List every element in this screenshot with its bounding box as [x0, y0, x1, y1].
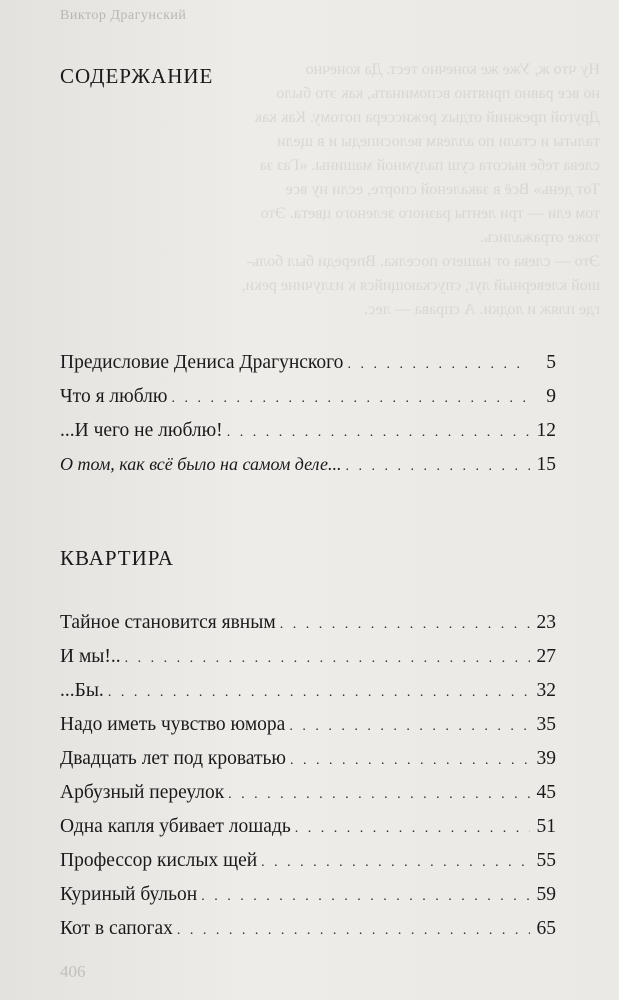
- ghost-line: шой клеверный луг, спускающийся к излучине реки,: [241, 277, 600, 294]
- ghost-line: Это — слева от нашего поселка. Впереди был боль-: [246, 253, 600, 270]
- dot-leader: [295, 821, 530, 837]
- ghost-line: Ну что ж, Уже же конечно тест. Да конечно: [305, 61, 600, 78]
- dot-leader: [125, 651, 530, 667]
- dot-leader: [201, 889, 530, 905]
- toc-entry-title: Куриный бульон: [60, 884, 198, 905]
- toc-entry-title: Кот в сапогах: [60, 918, 173, 939]
- toc-entry-page: 55: [536, 850, 556, 871]
- dot-leader: [261, 855, 530, 871]
- section-title-apartment: КВАРТИРА: [60, 546, 174, 570]
- dot-leader: [171, 391, 530, 407]
- toc-entry[interactable]: [60, 612, 556, 646]
- toc-entry-title: ...И чего не люблю!: [60, 420, 223, 441]
- bleed-through-text: [100, 58, 600, 322]
- toc-entry-page: 27: [536, 646, 556, 667]
- toc-entry-title: Арбузный переулок: [60, 782, 225, 803]
- toc-entry-page: 35: [536, 714, 556, 735]
- toc-entry-page: 39: [536, 748, 556, 769]
- toc-entry-page: 65: [536, 918, 556, 939]
- toc-entry-title: Профессор кислых щей: [60, 850, 258, 871]
- toc-list-contents: [60, 352, 556, 488]
- ghost-line: том ели — три ленты разного зеленого цвета. Это: [260, 205, 600, 222]
- section-title-contents: СОДЕРЖАНИЕ: [60, 64, 214, 88]
- dot-leader: [227, 425, 530, 441]
- toc-entry[interactable]: [60, 454, 556, 488]
- dot-leader: [347, 357, 530, 373]
- toc-entry-page: 23: [536, 612, 556, 633]
- toc-list-apartment: [60, 612, 556, 952]
- toc-entry-page: 32: [536, 680, 556, 701]
- toc-entry[interactable]: [60, 680, 556, 714]
- dot-leader: [280, 617, 530, 633]
- toc-entry[interactable]: [60, 748, 556, 782]
- toc-entry-page: 9: [546, 386, 556, 407]
- toc-entry-title: И мы!..: [60, 646, 121, 667]
- toc-entry[interactable]: [60, 782, 556, 816]
- toc-entry-title: Двадцать лет под кроватью: [60, 748, 286, 769]
- toc-entry-page: 51: [536, 816, 556, 837]
- dot-leader: [345, 459, 530, 475]
- toc-entry[interactable]: [60, 884, 556, 918]
- toc-entry[interactable]: [60, 850, 556, 884]
- ghost-line: Тот день» Всё в закаленой спорте, если ну все: [285, 181, 600, 198]
- running-head: Виктор Драгунский: [60, 8, 187, 23]
- toc-entry-title: ...Бы.: [60, 680, 104, 701]
- dot-leader: [177, 923, 530, 939]
- toc-entry-page: 59: [536, 884, 556, 905]
- toc-entry-page: 45: [536, 782, 556, 803]
- ghost-line: но все равно приятно вспоминать, как это было: [276, 85, 600, 102]
- toc-entry-title: Предисловие Дениса Драгунского: [60, 352, 344, 373]
- toc-entry-title: Тайное становится явным: [60, 612, 276, 633]
- ghost-line: Другой прежний отдых режиссера потому. Как как: [254, 109, 600, 126]
- dot-leader: [108, 685, 530, 701]
- toc-entry-page: 12: [536, 420, 556, 441]
- toc-entry-title: Одна капля убивает лошадь: [60, 816, 291, 837]
- dot-leader: [290, 753, 530, 769]
- toc-entry-page: 5: [546, 352, 556, 373]
- toc-entry-title: О том, как всё было на самом деле...: [60, 454, 342, 474]
- toc-entry[interactable]: [60, 918, 556, 952]
- ghost-line: где пляж и лодки. А справа — лес.: [364, 301, 600, 318]
- page-number: 406: [60, 962, 86, 981]
- ghost-line: слева тебе высота суш палумной машины. «Газ за: [259, 157, 600, 174]
- toc-entry-title: Что я люблю: [60, 386, 168, 407]
- toc-entry[interactable]: [60, 386, 556, 420]
- ghost-line: тоже отражались.: [480, 229, 600, 246]
- toc-entry[interactable]: [60, 420, 556, 454]
- toc-entry-page: 15: [536, 454, 556, 475]
- toc-entry[interactable]: [60, 816, 556, 850]
- toc-entry[interactable]: [60, 352, 556, 386]
- toc-entry[interactable]: [60, 714, 556, 748]
- toc-entry[interactable]: [60, 646, 556, 680]
- dot-leader: [289, 719, 530, 735]
- dot-leader: [228, 787, 530, 803]
- toc-entry-title: Надо иметь чувство юмора: [60, 714, 286, 735]
- ghost-line: тальты и стали по аллеям велосипеды и в щели: [277, 133, 600, 150]
